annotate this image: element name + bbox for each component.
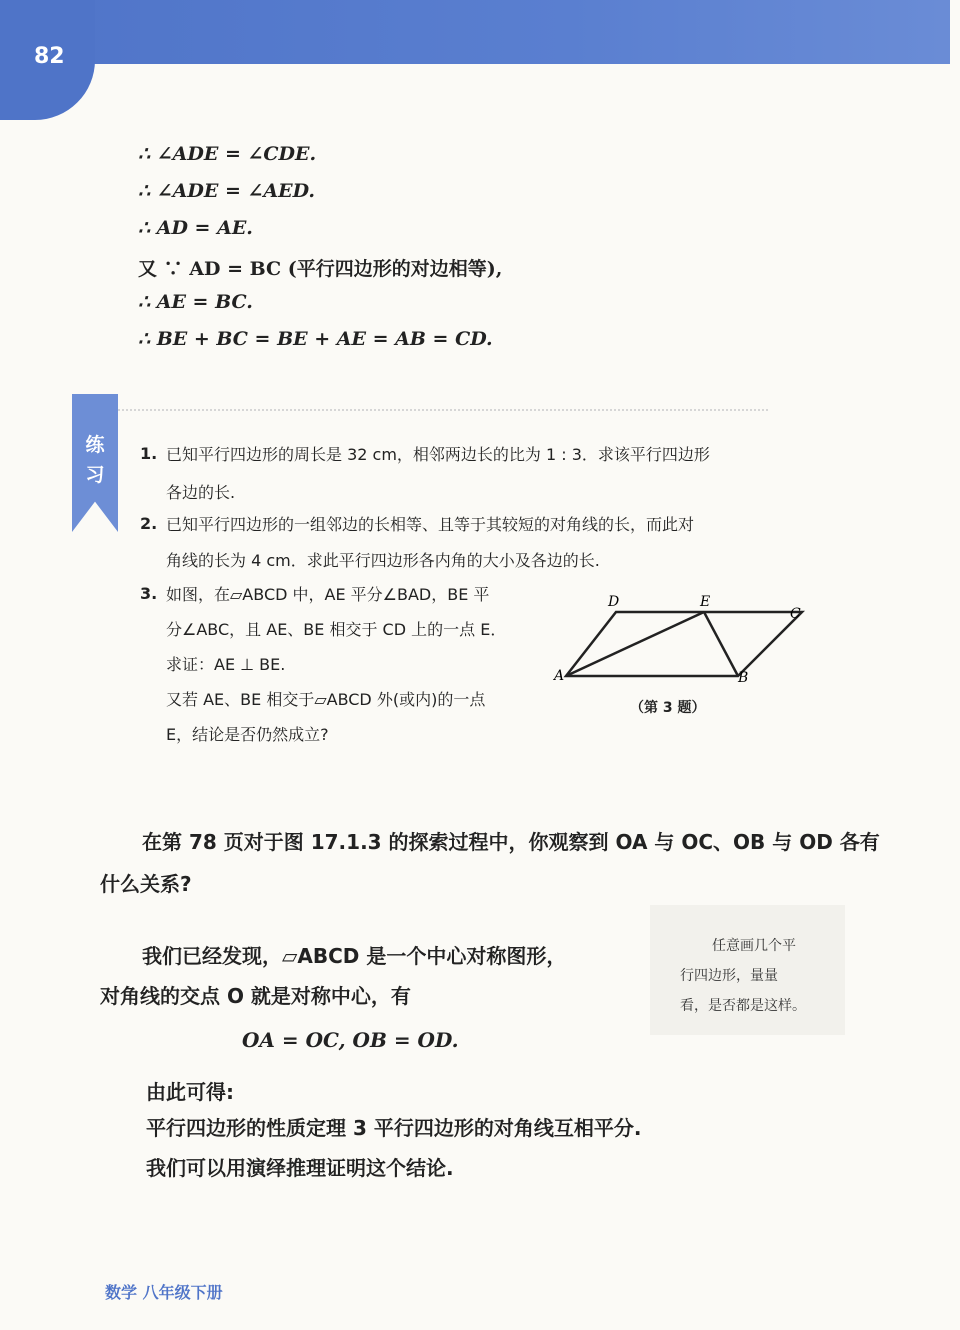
figure-label-a: A [554, 668, 565, 684]
exercise-text: 角线的长为 4 cm．求此平行四边形各内角的大小及各边的长. [166, 551, 600, 570]
proof-line: ∴ ∠ADE = ∠CDE. [138, 143, 317, 165]
exercise-text: 如图，在▱ABCD 中，AE 平分∠BAD，BE 平 [166, 585, 490, 604]
theorem-text: 平行四边形的性质定理 3 平行四边形的对角线互相平分. [146, 1116, 642, 1140]
page-number: 82 [34, 44, 65, 69]
formula: OA = OC, OB = OD. [242, 1028, 459, 1052]
question-text: 什么关系? [100, 872, 192, 896]
conclusion-text: 我们可以用演绎推理证明这个结论. [146, 1156, 454, 1180]
proof-line: ∴ ∠ADE = ∠AED. [138, 180, 316, 202]
exercise-number: 3. [140, 584, 158, 603]
header-band [0, 0, 950, 64]
exercise-text: 分∠ABC，且 AE、BE 相交于 CD 上的一点 E． [166, 620, 507, 639]
exercise-number: 1. [140, 444, 158, 463]
exercise-number: 2. [140, 514, 158, 533]
proof-line: ∴ AD = AE. [138, 217, 253, 239]
discovery-text: 对角线的交点 O 就是对称中心，有 [100, 984, 411, 1008]
exercise-text: E，结论是否仍然成立? [166, 725, 329, 744]
section-divider [118, 409, 768, 411]
exercise-text: 求证：AE ⊥ BE. [166, 655, 286, 674]
discovery-text: 我们已经发现，▱ABCD 是一个中心对称图形， [142, 944, 567, 968]
exercise-text: 已知平行四边形的周长是 32 cm，相邻两边长的比为 1 : 3．求该平行四边形 [166, 445, 710, 464]
figure-label-d: D [608, 594, 620, 610]
parallelogram-figure [552, 590, 812, 690]
side-note-line: 看，是否都是这样。 [680, 998, 806, 1014]
proof-line: ∴ AE = BC. [138, 291, 253, 313]
exercise-text: 已知平行四边形的一组邻边的长相等、且等于其较短的对角线的长，而此对 [166, 515, 695, 534]
footer-book-title: 数学 八年级下册 [105, 1283, 223, 1302]
proof-line: ∴ BE + BC = BE + AE = AB = CD. [138, 328, 493, 350]
figure-label-e: E [700, 594, 711, 610]
exercise-text: 又若 AE、BE 相交于▱ABCD 外(或内)的一点 [166, 690, 486, 709]
exercise-badge-char: 练 [85, 434, 105, 456]
figure-label-b: B [738, 670, 749, 686]
segment-ae [566, 612, 704, 676]
segment-be [704, 612, 738, 676]
proof-line: 又 ∵ AD = BC (平行四边形的对边相等), [138, 258, 503, 280]
figure-label-c: C [790, 606, 801, 622]
exercise-badge-char: 习 [85, 464, 105, 486]
conclusion-text: 由此可得: [146, 1080, 234, 1104]
exercise-text: 各边的长. [166, 483, 236, 502]
side-note-line: 行四边形，量量 [680, 968, 778, 984]
figure-caption: （第 3 题） [630, 700, 706, 716]
side-note-line: 任意画几个平 [712, 938, 796, 954]
question-text: 在第 78 页对于图 17.1.3 的探索过程中，你观察到 OA 与 OC、OB 与 OD 各有 [142, 830, 880, 854]
